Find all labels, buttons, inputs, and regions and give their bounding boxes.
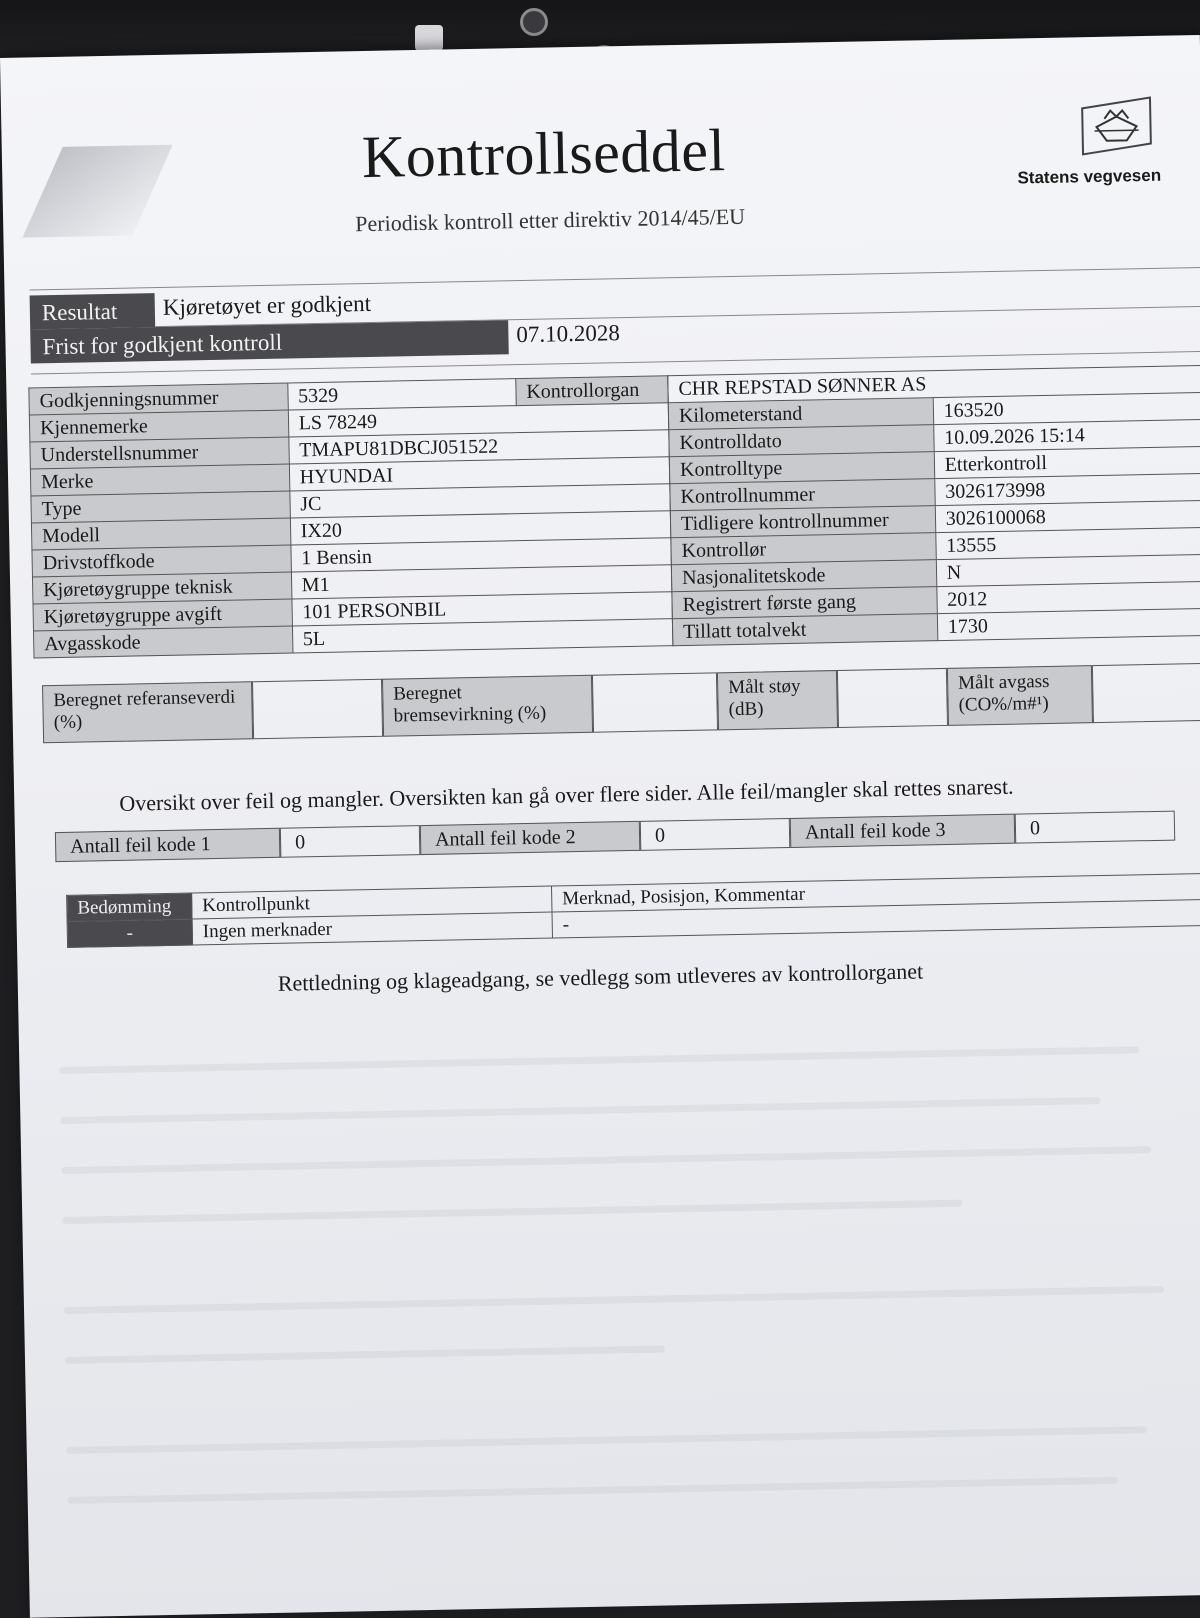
table-cell-label: Type	[31, 491, 290, 523]
table-cell-value: Etterkontroll	[934, 446, 1200, 478]
table-cell-value: 5L	[292, 619, 673, 653]
table-cell-value: IX20	[290, 511, 671, 545]
rating-header: Bedømming	[67, 893, 192, 921]
bleed-through-text	[61, 1146, 1151, 1174]
result-value: Kjøretøyet er godkjent	[155, 273, 1200, 327]
agency-logo-text: Statens vegvesen	[1017, 165, 1162, 188]
measurement-value	[837, 668, 948, 728]
table-cell-value: 13555	[936, 527, 1200, 559]
table-cell-label: Modell	[31, 518, 290, 550]
knob-icon	[520, 8, 548, 36]
bleed-through-text	[62, 1200, 962, 1224]
fault-count-label: Antall feil kode 1	[55, 828, 281, 862]
switch-icon	[415, 25, 443, 51]
fault-counts-row	[55, 811, 1175, 862]
measurement-value	[592, 672, 718, 732]
table-cell-value: 2012	[937, 581, 1200, 613]
table-cell-value: 1 Bensin	[291, 538, 672, 572]
table-cell-label: Kontrollør	[671, 533, 936, 565]
table-cell-value: M1	[291, 565, 672, 599]
table-cell-value: N	[936, 554, 1200, 586]
vehicle-info-table-right	[667, 365, 1200, 646]
vehicle-info-table-left	[28, 375, 673, 658]
table-cell-label: Kontrolltype	[669, 452, 934, 484]
table-cell-label: Kilometerstand	[668, 398, 933, 430]
deadline-value: 07.10.2028	[516, 320, 621, 348]
control-org-value: CHR REPSTAD SØNNER AS	[668, 365, 1200, 402]
guidance-text: Rettledning og klageadgang, se vedlegg som utleveres av kontrollorganet	[277, 958, 924, 996]
bleed-through-text	[60, 1097, 1100, 1124]
fault-count-value: 0	[640, 818, 791, 851]
deadline-label: Frist for godkjent kontroll	[30, 320, 509, 363]
table-cell-value: 3026100068	[935, 500, 1200, 532]
paper-shadow	[22, 145, 172, 238]
table-cell-label: Nasjonalitetskode	[671, 560, 936, 592]
bleed-through-text	[64, 1286, 1164, 1314]
table-cell-label: Kjøretøygruppe teknisk	[32, 572, 291, 604]
control-org-label: Kontrollorgan	[516, 376, 669, 406]
measurement-label: Målt avgass (CO%/m#¹)	[947, 665, 1093, 726]
table-cell-label: Tillatt totalvekt	[672, 614, 937, 646]
overview-text: Oversikt over feil og mangler. Oversikten kan gå over flere sider. Alle feil/mangler skal rettes snarest.	[119, 773, 1014, 816]
fault-count-value: 0	[1015, 811, 1176, 844]
table-cell-value: 5329	[287, 379, 516, 410]
table-cell-label: Godkjenningsnummer	[29, 383, 288, 415]
checkpoint-value: Ingen merknader	[192, 912, 552, 945]
agency-logo	[1016, 95, 1200, 189]
bleed-through-text	[65, 1345, 665, 1364]
table-cell-label: Kjennemerke	[29, 410, 288, 442]
table-cell-value: TMAPU81DBCJ051522	[288, 430, 669, 464]
document-subtitle: Periodisk kontroll etter direktiv 2014/45/EU	[355, 203, 746, 237]
bleed-through-text	[67, 1426, 1147, 1454]
measurement-label: Målt støy (dB)	[717, 670, 838, 730]
table-cell-value: HYUNDAI	[289, 457, 670, 491]
table-cell-value: 1730	[937, 608, 1200, 640]
measurement-label: Beregnet referanseverdi (%)	[42, 681, 253, 743]
measurement-value	[1092, 663, 1200, 723]
table-cell-label: Kjøretøygruppe avgift	[33, 599, 292, 631]
table-cell-label: Registrert første gang	[672, 587, 937, 619]
rating-value: -	[67, 919, 192, 947]
measurements-row	[42, 663, 1200, 743]
table-cell-value: LS 78249	[288, 403, 669, 437]
measurement-label: Beregnet bremsevirkning (%)	[382, 675, 593, 737]
table-cell-value: JC	[290, 484, 671, 518]
remark-header: Merknad, Posisjon, Kommentar	[551, 873, 1200, 912]
table-cell-label: Understellsnummer	[30, 437, 289, 469]
table-cell-value: 3026173998	[934, 473, 1200, 505]
table-cell-label: Drivstoffkode	[32, 545, 291, 577]
table-cell-value: 10.09.2026 15:14	[933, 419, 1200, 451]
document-page	[0, 35, 1200, 1618]
bleed-through-text	[59, 1046, 1139, 1074]
bleed-through-text	[68, 1477, 1118, 1504]
remark-value: -	[552, 899, 1200, 938]
fault-count-label: Antall feil kode 2	[420, 821, 641, 855]
measurement-value	[252, 679, 383, 739]
checkpoint-header: Kontrollpunkt	[192, 886, 552, 919]
crown-emblem-icon	[1076, 96, 1157, 162]
table-cell-value: 101 PERSONBIL	[292, 592, 673, 626]
document-title: Kontrollseddel	[361, 117, 727, 191]
table-cell-label: Tidligere kontrollnummer	[670, 506, 935, 538]
table-cell-label: Merke	[30, 464, 289, 496]
result-label: Resultat	[30, 293, 156, 329]
fault-count-value: 0	[280, 825, 421, 858]
assessment-table	[66, 873, 1200, 948]
fault-count-label: Antall feil kode 3	[790, 814, 1016, 848]
table-cell-label: Avgasskode	[34, 626, 293, 658]
table-cell-value: 163520	[933, 392, 1200, 424]
table-cell-label: Kontrollnummer	[670, 479, 935, 511]
table-cell-label: Kontrolldato	[669, 425, 934, 457]
